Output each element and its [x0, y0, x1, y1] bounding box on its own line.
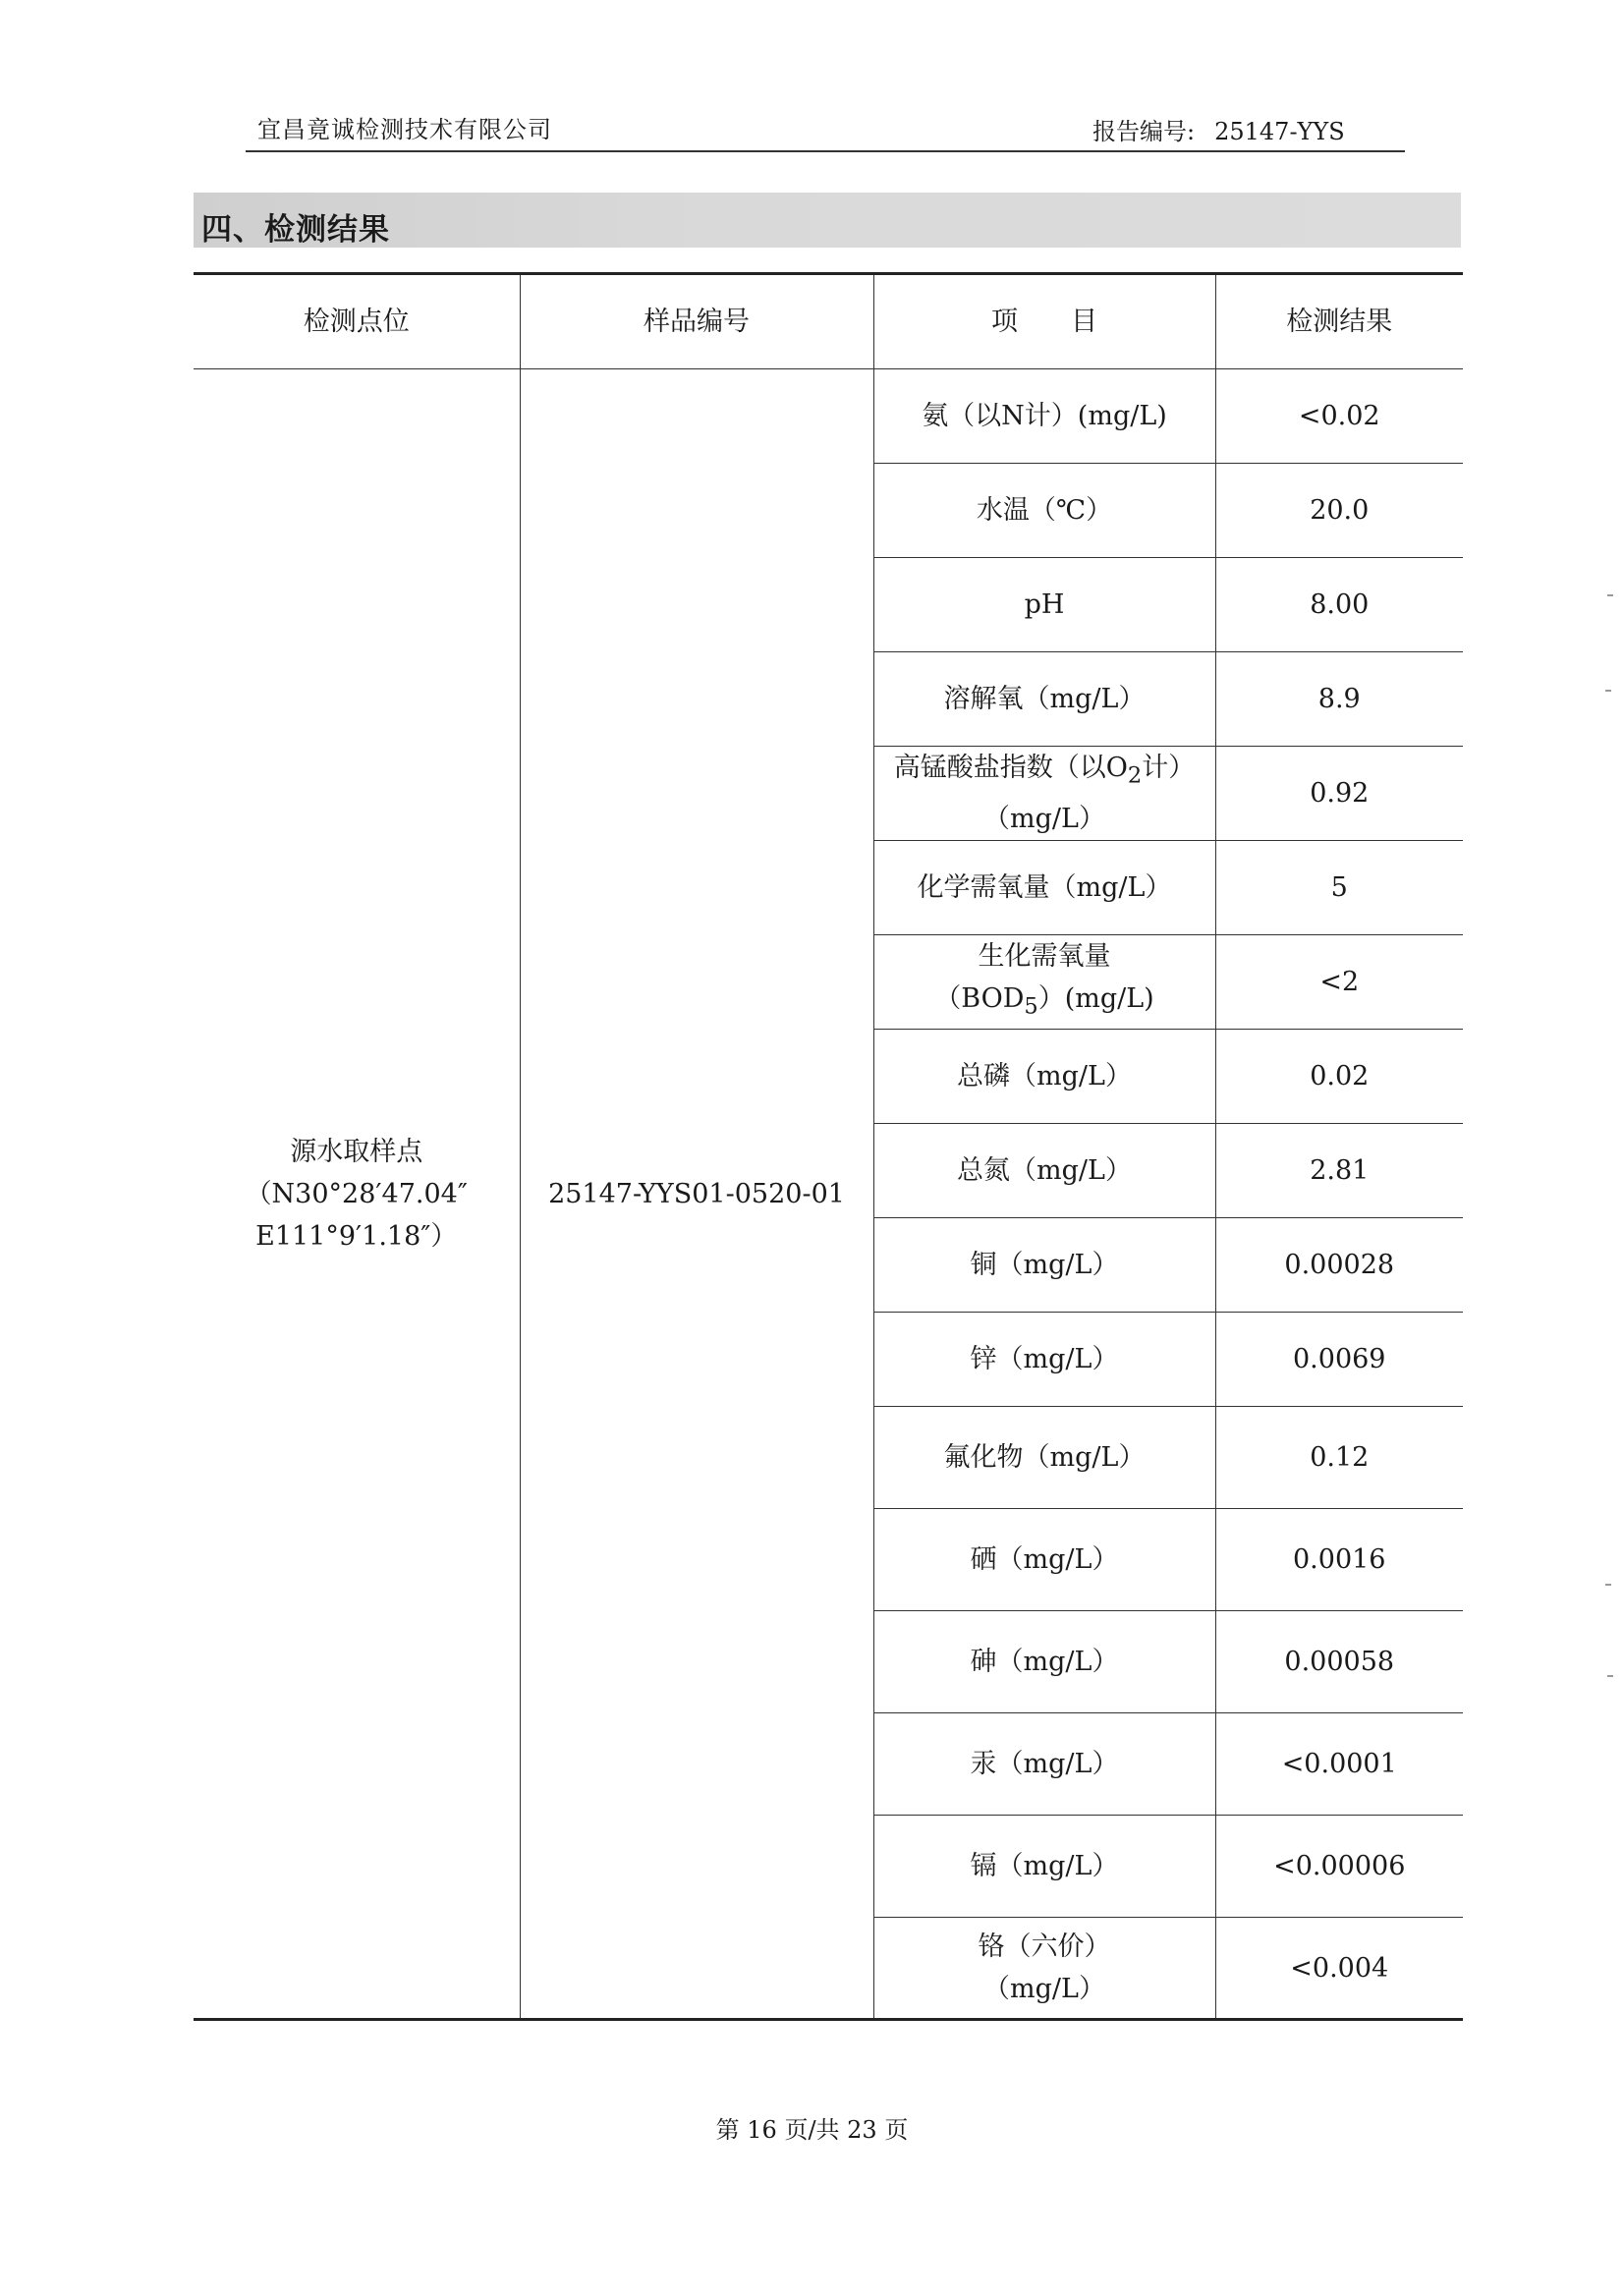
item-cell [873, 747, 1215, 841]
column-header-result: 检测结果 [1215, 274, 1463, 369]
report-number [1092, 112, 1345, 146]
scan-edge-mark [1607, 594, 1613, 596]
column-header-item: 项 目 [873, 274, 1215, 369]
result-cell: 0.00058 [1215, 1611, 1463, 1713]
item-cell: 镉（mg/L） [873, 1816, 1215, 1918]
item-line: （mg/L） [983, 803, 1105, 834]
item-cell: 锌（mg/L） [873, 1313, 1215, 1407]
item-text: 计） [1142, 753, 1196, 784]
item-cell [873, 935, 1215, 1030]
result-cell: 0.12 [1215, 1407, 1463, 1509]
result-cell: <0.004 [1215, 1918, 1463, 2020]
result-cell: 8.9 [1215, 652, 1463, 747]
item-cell: 化学需氧量（mg/L） [873, 841, 1215, 935]
item-cell: 砷（mg/L） [873, 1611, 1215, 1713]
scan-edge-mark [1605, 1584, 1611, 1586]
item-cell: 总磷（mg/L） [873, 1030, 1215, 1124]
result-cell: 8.00 [1215, 558, 1463, 652]
item-cell: 汞（mg/L） [873, 1713, 1215, 1816]
result-cell: <0.0001 [1215, 1713, 1463, 1816]
result-cell: <2 [1215, 935, 1463, 1030]
item-cell: pH [873, 558, 1215, 652]
report-number-value: 25147-YYS [1214, 118, 1345, 145]
result-cell: 0.0016 [1215, 1509, 1463, 1611]
item-line [880, 747, 1209, 797]
result-cell: 0.92 [1215, 747, 1463, 841]
item-cell: 氨（以N计）(mg/L) [873, 369, 1215, 464]
item-text: 高锰酸盐指数（以O [893, 753, 1128, 784]
table-row [194, 369, 1463, 464]
sample-id-cell: 25147-YYS01-0520-01 [520, 369, 873, 2020]
location-line: 源水取样点 [290, 1136, 423, 1167]
page-footer: 第 16 页/共 23 页 [715, 2116, 909, 2144]
header-rule [246, 150, 1405, 152]
column-header-sample-id: 样品编号 [520, 274, 873, 369]
location-line: E111°9′1.18″） [255, 1220, 458, 1252]
section-title: 四、检测结果 [201, 212, 390, 248]
location-cell [194, 369, 520, 2020]
scan-edge-mark [1607, 1675, 1613, 1677]
item-cell: 水温（℃） [873, 464, 1215, 558]
result-cell: 0.02 [1215, 1030, 1463, 1124]
item-cell: 氟化物（mg/L） [873, 1407, 1215, 1509]
company-name: 宜昌竟诚检测技术有限公司 [257, 116, 552, 143]
item-cell: 溶解氧（mg/L） [873, 652, 1215, 747]
item-line: （mg/L） [983, 1974, 1105, 2004]
table-header-row [194, 274, 1463, 369]
item-cell: 硒（mg/L） [873, 1509, 1215, 1611]
item-cell: 总氮（mg/L） [873, 1124, 1215, 1218]
report-number-label: 报告编号: [1092, 118, 1196, 145]
item-subscript: 2 [1127, 762, 1143, 789]
item-cell [873, 1918, 1215, 2020]
result-cell: 0.00028 [1215, 1218, 1463, 1313]
column-header-location: 检测点位 [194, 274, 520, 369]
item-text: （BOD [934, 983, 1025, 1015]
result-cell: <0.00006 [1215, 1816, 1463, 1918]
item-text: ）(mg/L) [1037, 983, 1154, 1015]
item-cell: 铜（mg/L） [873, 1218, 1215, 1313]
scan-edge-mark [1605, 690, 1611, 692]
result-cell: 0.0069 [1215, 1313, 1463, 1407]
item-subscript: 5 [1024, 993, 1038, 1020]
result-cell: 2.81 [1215, 1124, 1463, 1218]
location-line: （N30°28′47.04″ [245, 1178, 468, 1209]
item-line [880, 978, 1209, 1028]
result-cell: <0.02 [1215, 369, 1463, 464]
result-cell: 20.0 [1215, 464, 1463, 558]
result-cell: 5 [1215, 841, 1463, 935]
item-line: 铬（六价） [978, 1931, 1111, 1962]
item-line: 生化需氧量 [978, 941, 1111, 973]
results-table [194, 272, 1463, 2021]
